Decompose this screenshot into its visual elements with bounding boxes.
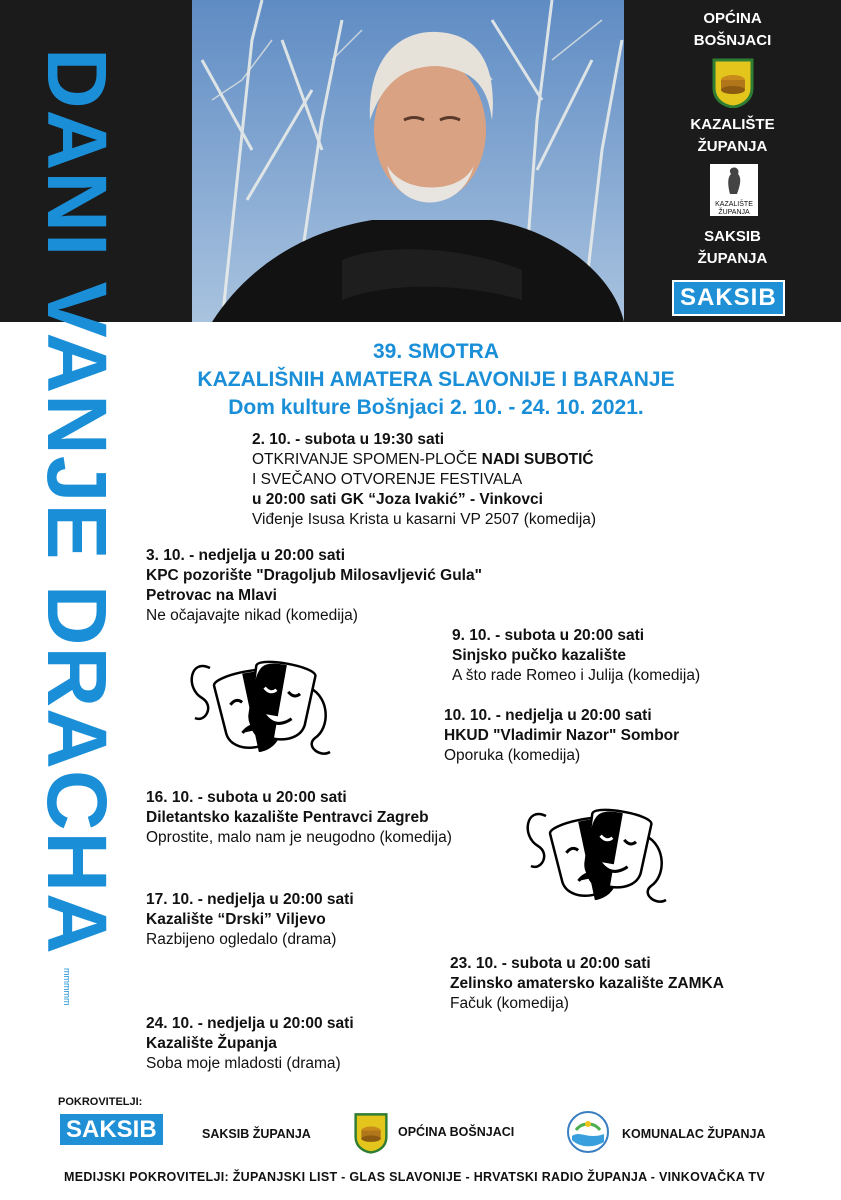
event-play: Oprostite, malo nam je neugodno (komedija) <box>146 829 452 846</box>
organizer-municipality-line1: OPĆINA <box>703 10 762 27</box>
event-place: Petrovac na Mlavi <box>146 587 277 604</box>
organizer-theatre-line1: KAZALIŠTE <box>690 116 775 133</box>
theatre-logo <box>710 164 758 216</box>
sponsor-saksib: SAKSIB ŽUPANJA <box>202 1127 311 1141</box>
organizer-saksib <box>624 226 841 270</box>
organizer-saksib-line1: SAKSIB <box>704 228 761 245</box>
event-oct-24 <box>146 1014 354 1074</box>
event-oct-3 <box>146 546 482 626</box>
event-troupe: KPC pozorište "Dragoljub Milosavljević Gula" <box>146 567 482 584</box>
event-oct-2 <box>252 430 596 530</box>
event-date: 10. 10. - nedjelja u 20:00 sati <box>444 707 652 724</box>
event-opening: I SVEČANO OTVORENJE FESTIVALA <box>252 471 523 488</box>
event-dedication <box>252 450 596 470</box>
headline-line1: 39. SMOTRA <box>372 340 500 363</box>
event-troupe: Sinjsko pučko kazalište <box>452 647 627 664</box>
headline-line2: KAZALIŠNIH AMATERA SLAVONIJE I BARANJE <box>197 368 675 391</box>
event-troupe: Kazalište Županja <box>146 1035 277 1052</box>
event-play: Fačuk (komedija) <box>450 995 569 1012</box>
theatre-statue-icon <box>710 164 758 196</box>
event-troupe: u 20:00 sati GK “Joza Ivakić” - Vinkovci <box>252 491 543 508</box>
event-date: 9. 10. - subota u 20:00 sati <box>452 627 645 644</box>
sponsor-municipality: OPĆINA BOŠNJACI <box>398 1125 515 1139</box>
event-troupe: Diletantsko kazalište Pentravci Zagreb <box>146 809 429 826</box>
event-oct-10 <box>444 706 679 766</box>
komunalac-logo-icon <box>566 1110 610 1159</box>
theatre-logo-text-2: ŽUPANJA <box>718 209 750 216</box>
sponsor-komunalac: KOMUNALAC ŽUPANJA <box>622 1127 766 1141</box>
event-play: Viđenje Isusa Krista u kasarni VP 2507 (komedija) <box>252 511 597 528</box>
event-play: Oporuka (komedija) <box>444 747 581 764</box>
footer-municipality-crest-icon <box>354 1112 388 1159</box>
organizer-theatre <box>624 114 841 158</box>
festival-headline <box>120 338 752 422</box>
headline-line3: Dom kulture Bošnjaci 2. 10. - 24. 10. 2021. <box>228 396 644 419</box>
saksib-logo-text: SAKSIB <box>672 280 785 316</box>
event-play: Soba moje mladosti (drama) <box>146 1055 341 1072</box>
event-play: A što rade Romeo i Julija (komedija) <box>452 667 701 684</box>
organizer-municipality-line2: BOŠNJACI <box>693 32 772 49</box>
event-dedication-name: NADI SUBOTIĆ <box>481 451 594 468</box>
theatre-masks-icon <box>180 648 340 775</box>
saksib-logo <box>672 280 785 316</box>
vertical-title-text: DANI VANJE DRACHA <box>30 48 124 955</box>
theatre-masks-icon <box>516 796 676 923</box>
municipality-crest-icon <box>712 58 754 113</box>
event-troupe: Kazalište “Drski” Viljevo <box>146 911 326 928</box>
event-oct-23 <box>450 954 724 1014</box>
event-date: 2. 10. - subota u 19:30 sati <box>252 431 445 448</box>
event-date: 24. 10. - nedjelja u 20:00 sati <box>146 1015 354 1032</box>
event-oct-17 <box>146 890 354 950</box>
event-troupe: Zelinsko amatersko kazalište ZAMKA <box>450 975 724 992</box>
organizer-theatre-line2: ŽUPANJA <box>697 138 768 155</box>
media-sponsors: MEDIJSKI POKROVITELJI: ŽUPANJSKI LIST - GLAS SLAVONIJE - HRVATSKI RADIO ŽUPANJA - VINKOVAČKA TV <box>64 1170 766 1184</box>
portrait-photo <box>192 0 624 322</box>
event-oct-9 <box>452 626 700 686</box>
event-date: 16. 10. - subota u 20:00 sati <box>146 789 347 806</box>
event-date: 23. 10. - subota u 20:00 sati <box>450 955 651 972</box>
event-troupe: HKUD "Vladimir Nazor" Sombor <box>444 727 680 744</box>
event-date: 17. 10. - nedjelja u 20:00 sati <box>146 891 354 908</box>
footer-saksib-logo-text: SAKSIB <box>60 1114 163 1145</box>
event-play: Ne očajavajte nikad (komedija) <box>146 607 358 624</box>
sponsors-label: POKROVITELJI: <box>58 1096 143 1108</box>
organizer-saksib-line2: ŽUPANJA <box>697 250 768 267</box>
event-dedication-prefix: OTKRIVANJE SPOMEN-PLOČE <box>252 451 482 468</box>
vertical-title <box>32 48 122 1028</box>
footer-saksib-logo <box>60 1116 163 1144</box>
organizer-municipality <box>624 8 841 52</box>
event-date: 3. 10. - nedjelja u 20:00 sati <box>146 547 346 564</box>
vertical-tag: mmmmm <box>62 968 72 1006</box>
theatre-logo-text-1: KAZALIŠTE <box>715 201 753 208</box>
event-play: Razbijeno ogledalo (drama) <box>146 931 337 948</box>
event-oct-16 <box>146 788 452 848</box>
